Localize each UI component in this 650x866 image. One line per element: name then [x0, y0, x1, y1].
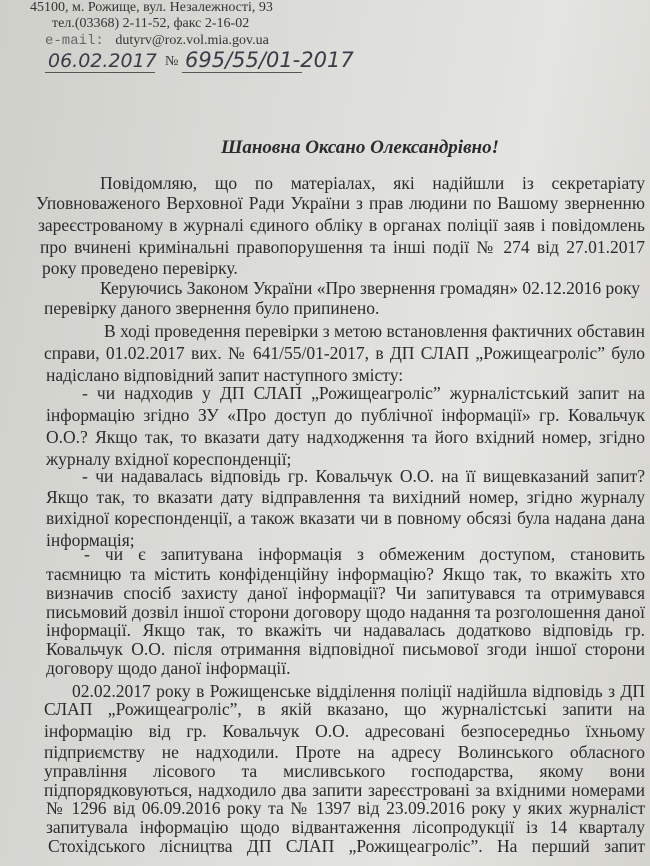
handwritten-outgoing-number: 695/55/01-2017	[185, 48, 354, 72]
body-line: Керуючись Законом України «Про звернення громадян» 02.12.2016 року	[100, 278, 640, 298]
body-line: вихідної кореспонденції, а також вказати чи в повному обсязі була надана дана	[46, 508, 645, 528]
body-line: запитувала інформацію щодо відвантаження лісопродукції із 14 кварталу	[46, 817, 645, 837]
sender-address: 45100, м. Рожище, вул. Незалежності, 93	[30, 0, 273, 15]
body-line: інформацію від гр. Ковальчук О.О. адресовані безпосередньо їхньому	[44, 721, 645, 741]
body-line: 02.02.2017 року в Рожищенське відділення поліції надійшла відповідь з ДП	[72, 681, 645, 701]
body-line: договору щодо даної інформації.	[46, 658, 291, 678]
body-line: письмовий дозвіл іншої сторони договору щодо надання та розголошення даної	[46, 602, 645, 622]
salutation: Шановна Оксано Олександрівно!	[220, 137, 500, 158]
body-line: інформації. Якщо так, то вкажіть чи надавалась додатково відповідь гр.	[46, 620, 645, 640]
body-line: визначив спосіб захисту даної інформації? Чи запитувався та отримувався	[46, 583, 645, 603]
body-line: Повідомляю, що по матеріалах, які надійшли із секретаріату	[100, 173, 645, 193]
date-underline	[45, 72, 155, 73]
body-line: Ковальчук О.О. після отримання відповідної письмової згоди іншої сторони	[46, 639, 645, 659]
body-line: - чи надавалась відповідь гр. Ковальчук О.О. на її вищевказаний запит?	[82, 466, 645, 486]
body-line: СЛАП „Рожищеагроліс”, в якій вказано, що журналістські запити на	[44, 699, 645, 719]
body-line: зареєстрованому в журналі єдиного обліку в органах поліції заяв і повідомлень	[38, 215, 645, 235]
number-sign: №	[165, 54, 179, 69]
body-line: підпорядковуються, надходило два запити зареєстровані за вхідними номерами	[44, 780, 645, 800]
body-line: Уповноваженого Верховної Ради України з прав людини по Вашому зверненню	[36, 193, 645, 213]
body-line: журналу вхідної кореспонденції;	[46, 449, 292, 469]
email-label: e-mail:	[45, 33, 104, 49]
body-line: № 1296 від 06.09.2016 року та № 1397 від 23.09.2016 року у яких журналіст	[46, 798, 645, 818]
body-line: справи, 01.02.2017 вих. № 641/55/01-2017, в ДП СЛАП „Рожищеагроліс” було	[44, 343, 645, 363]
body-line: таємницю та містить конфіденційну інформацію? Якщо так, то вкажіть хто	[46, 564, 645, 584]
body-line: інформацію згідно ЗУ «Про доступ до публічної інформації» гр. Ковальчук	[46, 405, 645, 425]
body-line: В ході проведення перевірки з метою встановлення фактичних обставин	[104, 321, 645, 341]
body-line: підприємству не надходили. Проте на адресу Волинського обласного	[44, 742, 645, 762]
body-line: перевірку даного звернення було припинено.	[44, 298, 380, 318]
sender-phone: тел.(03368) 2-11-52, факс 2-16-02	[52, 16, 250, 31]
body-line: - чи є запитувана інформація з обмеженим доступом, становить	[84, 544, 645, 564]
handwritten-date: 06.02.2017	[48, 50, 157, 72]
body-line: управління лісового та мисливського господарства, якому вони	[44, 761, 645, 781]
number-underline	[182, 72, 302, 73]
body-line: про вчинені кримінальні правопорушення та інші події № 274 від 27.01.2017	[40, 237, 645, 257]
sender-email: dutyrv@roz.vol.mia.gov.ua	[115, 33, 269, 48]
sender-email-row	[45, 33, 269, 49]
body-line: Якщо так, то вказати дату відправлення та вихідний номер, згідно журналу	[46, 487, 645, 507]
body-line: інформація;	[46, 530, 135, 550]
body-line: О.О.? Якщо так, то вказати дату надходження та його вхідний номер, згідно	[46, 427, 645, 447]
body-line: Стохідського лісництва ДП СЛАП „Рожищеагроліс”. На перший запит	[48, 836, 645, 856]
body-line: надіслано відповідний запит наступного змісту:	[46, 365, 404, 385]
body-line: року проведено перевірку.	[42, 258, 238, 278]
body-line: - чи надходив у ДП СЛАП „Рожищеагроліс” журналістський запит на	[82, 383, 645, 403]
